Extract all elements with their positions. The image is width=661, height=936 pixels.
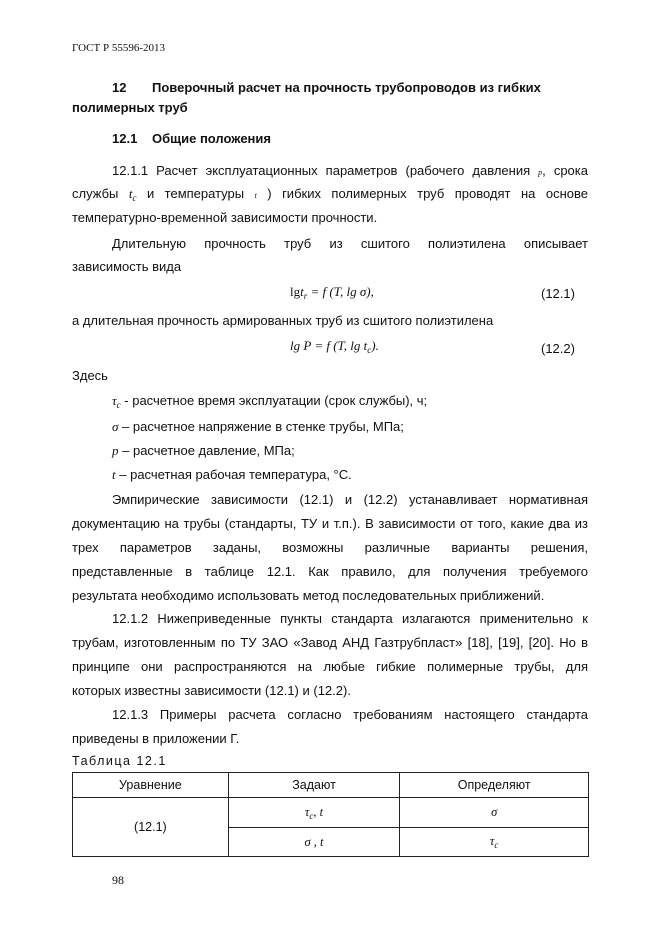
paragraph-12-1-3-line1: 12.1.3 Примеры расчета согласно требованиям настоящего стандарта: [112, 707, 588, 722]
definition-t: t – расчетная рабочая температура, °С.: [112, 467, 352, 482]
table-header-row: [73, 773, 589, 798]
equation-12-1: lgt$_r$ = f (T, lg σ),: [290, 284, 374, 301]
determined-cell-1: σ: [400, 798, 589, 828]
table-12-1: [72, 772, 589, 857]
paragraph-empirical-line5: результата необходимо использовать метод последовательных приближений.: [72, 588, 545, 603]
paragraph-reinforced: а длительная прочность армированных труб из сшитого полиэтилена: [72, 313, 494, 328]
equation-12-2: lg P = f (T, $\lg t_c$).: [290, 338, 379, 355]
paragraph-empirical-line1: Эмпирические зависимости (12.1) и (12.2) устанавливает нормативная: [112, 492, 588, 507]
subsection-number: 12.1: [112, 131, 138, 146]
paragraph-12-1-3-line2: приведены в приложении Г.: [72, 731, 240, 746]
paragraph-12-1-2-line4: которых известны зависимости (12.1) и (12.2).: [72, 683, 351, 698]
equation-cell: (12.1): [73, 798, 229, 857]
header-equation: Уравнение: [73, 773, 229, 798]
paragraph-12-1-1-line3: температурно-временной зависимости прочности.: [72, 210, 378, 225]
paragraph-empirical-line3: трех параметров заданы, возможны различные варианты решения,: [72, 540, 588, 555]
paragraph-12-1-1-line1: 12.1.1 Расчет эксплуатационных параметров (рабочего давления p, срока: [112, 163, 588, 178]
header-given: Задают: [228, 773, 400, 798]
paragraph-12-1-2-line2: трубам, изготовленным по ТУ ЗАО «Завод АНД Газтрубпласт» [18], [19], [20]. Но в: [72, 635, 588, 650]
paragraph-12-1-1-line2: службы $t_c$ и температуры t ) гибких полимерных труб проводят на основе: [72, 186, 588, 203]
here-label: Здесь: [72, 368, 108, 383]
paragraph-empirical-line2: документацию на трубы (стандарты, ТУ и т.п.). В зависимости от того, какие два из: [72, 516, 588, 531]
page-number: 98: [112, 873, 124, 887]
paragraph-12-1-2-line3: принципе они распространяются на любые гибкие полимерные трубы, для: [72, 659, 588, 674]
paragraph-empirical-line4: представленные в таблице 12.1. Как правило, для получения требуемого: [72, 564, 588, 579]
definition-p: p – расчетное давление, МПа;: [112, 443, 295, 458]
paragraph-strength-line1: Длительную прочность труб из сшитого полиэтилена описывает: [112, 236, 588, 251]
document-code: ГОСТ Р 55596-2013: [72, 42, 166, 54]
paragraph-strength-line2: зависимость вида: [72, 259, 182, 274]
table-caption: Таблица 12.1: [72, 754, 167, 768]
equation-number-12-1: (12.1): [541, 286, 575, 301]
given-cell-1: $\tau_c$, t: [228, 798, 400, 828]
section-title-line1: Поверочный расчет на прочность трубопроводов из гибких: [152, 80, 541, 95]
header-determined: Определяют: [400, 773, 589, 798]
section-number: 12: [112, 80, 127, 95]
section-title-line2: полимерных труб: [72, 100, 188, 115]
subsection-title: Общие положения: [152, 131, 271, 146]
paragraph-12-1-2-line1: 12.1.2 Нижеприведенные пункты стандарта излагаются применительно к: [112, 611, 588, 626]
equation-number-12-2: (12.2): [541, 341, 575, 356]
given-cell-2: σ , t: [228, 828, 400, 857]
determined-cell-2: $\tau_c$: [400, 828, 589, 857]
definition-tau-c: $\tau_c$ - расчетное время эксплуатации (срок службы), ч;: [112, 393, 428, 410]
table-row: [73, 798, 589, 828]
definition-sigma: σ – расчетное напряжение в стенке трубы, МПа;: [112, 419, 404, 434]
